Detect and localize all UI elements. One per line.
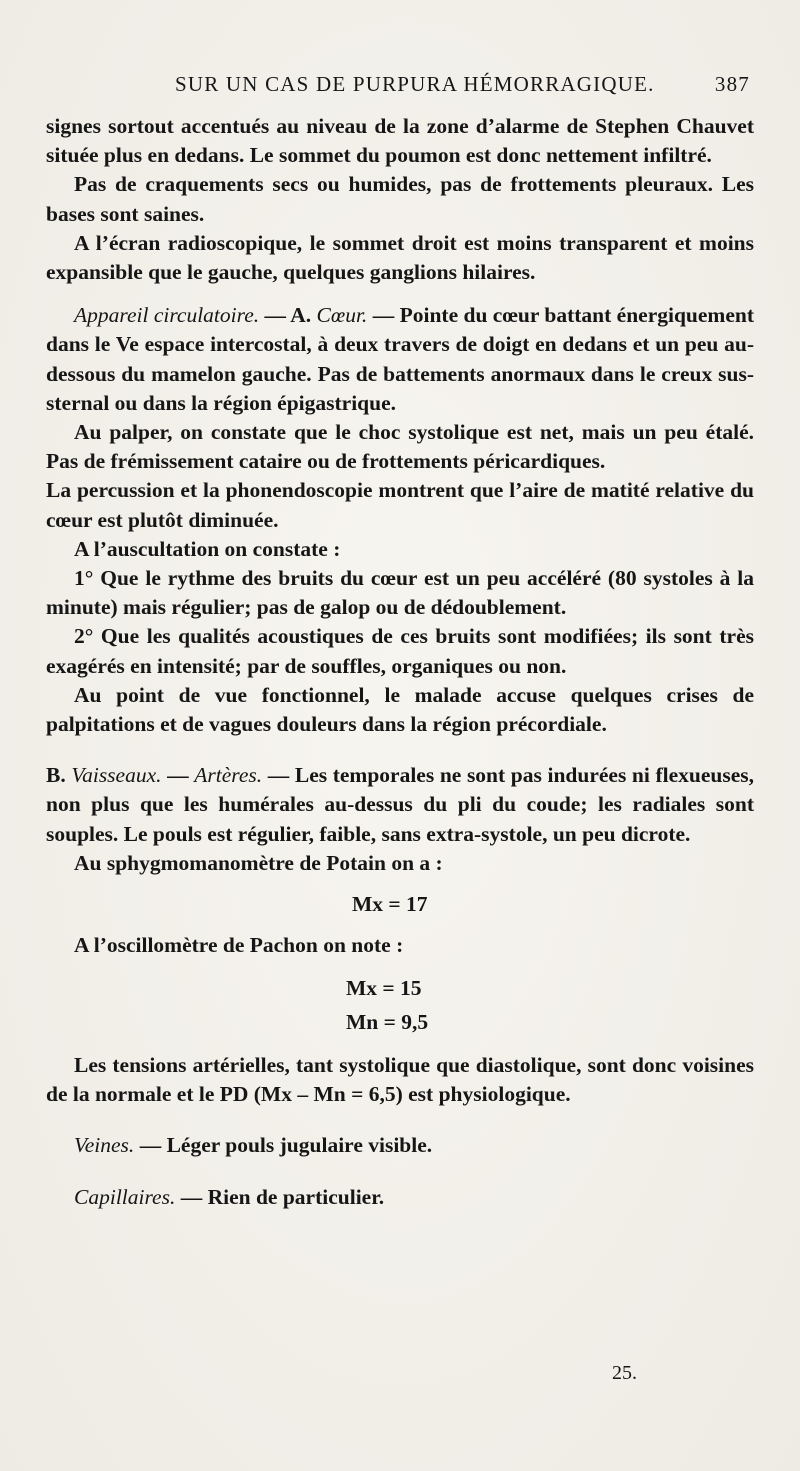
paragraph: Au palper, on constate que le choc systolique est net, mais un peu étalé. Pas de frémissement cataire ou de frottements péricardiques. (46, 420, 754, 474)
paragraph-vaisseaux (46, 761, 754, 849)
formula: Mx = 15 (346, 976, 422, 1001)
paragraph-text: — Les temporales ne sont pas indurées ni flexueuses, non plus que les humérales au-dessus du pli du coude; les radiales sont souples. Le pouls est régulier, faible, sans extra-systole, un peu dicrote. (46, 763, 755, 846)
signature-mark: 25. (612, 1362, 637, 1384)
paragraph-veines (46, 1131, 754, 1160)
paragraph: A l’auscultation on constate : (74, 536, 341, 561)
section-label: Capillaires. (74, 1184, 176, 1209)
formula: Mn = 9,5 (346, 1009, 429, 1034)
paragraph: signes sortout accentués au niveau de la zone d’alarme de Stephen Chauvet située plus en dedans. Le sommet du poumon est donc nettement infiltré. (46, 114, 754, 168)
page-body (46, 112, 754, 1212)
paragraph: A l’écran radioscopique, le sommet droit est moins transparent et moins expansible que le gauche, quelques ganglions hilaires. (46, 230, 754, 285)
paragraph: Pas de craquements secs ou humides, pas de frottements pleuraux. Les bases sont saines. (46, 172, 754, 226)
paragraph-text: — Léger pouls jugulaire visible. (134, 1133, 433, 1158)
paragraph: Au point de vue fonctionnel, le malade accuse quelques crises de palpitations et de vagues douleurs dans la région précordiale. (46, 682, 754, 737)
subsection-label: Artères. (194, 763, 263, 788)
paragraph-appareil-circulatoire (46, 301, 754, 418)
section-label: Veines. (74, 1133, 135, 1158)
paragraph-text: — Rien de particulier. (175, 1184, 385, 1209)
section-label: Vaisseaux. (71, 763, 162, 788)
paragraph: Au sphygmomanomètre de Potain on a : (74, 850, 443, 875)
paragraph: Les tensions artérielles, tant systolique que diastolique, sont donc voisines de la normale et le PD (Mx – Mn = 6,5) est physiologique. (46, 1052, 754, 1107)
page-number: 387 (714, 72, 750, 96)
section-label: Appareil circulatoire. (74, 303, 260, 328)
paragraph-text: — Pointe du cœur battant énergiquement dans le Ve espace intercostal, à deux travers de doigt en dedans et un peu au-dessous du mamelon gauche. Pas de battements anormaux dans le creux sus-sternal ou dans la région épigastrique. (46, 303, 754, 415)
paragraph-capillaires (46, 1183, 754, 1212)
separator: — (161, 763, 195, 788)
separator: — A. (259, 303, 317, 328)
formula: Mx = 17 (352, 892, 428, 917)
list-item: 1° Que le rythme des bruits du cœur est un peu accéléré (80 systoles à la minute) mais régulier; pas de galop ou de dédoublement. (46, 566, 754, 620)
paragraph: La percussion et la phonendoscopie montrent que l’aire de matité relative du cœur est plutôt diminuée. (46, 478, 754, 532)
subsection-label: Cœur. (316, 303, 368, 328)
paragraph: A l’oscillomètre de Pachon on note : (74, 933, 404, 958)
list-item: 2° Que les qualités acoustiques de ces bruits sont modifiées; ils sont très exagérés en intensité; par de souffles, organiques ou non. (46, 624, 754, 678)
section-prefix: B. (46, 763, 72, 788)
running-title: SUR UN CAS DE PURPURA HÉMORRAGIQUE. (175, 72, 655, 96)
